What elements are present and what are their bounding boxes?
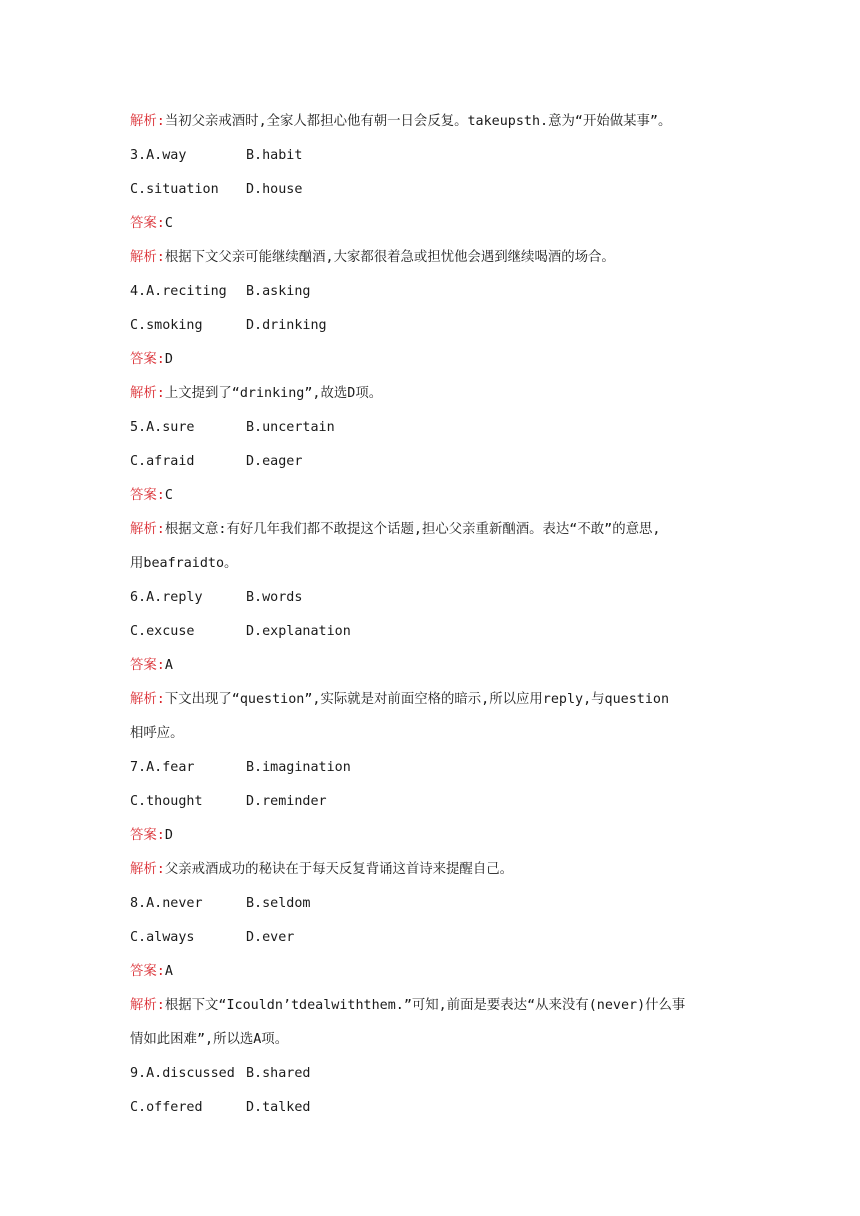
- analysis-line: [130, 690, 740, 724]
- document-page: [130, 112, 740, 1132]
- option-b: B.asking: [246, 284, 311, 299]
- option-row: [130, 452, 740, 486]
- answer-label: 答案:: [130, 658, 165, 673]
- analysis-text: 父亲戒酒成功的秘诀在于每天反复背诵这首诗来提醒自己。: [164, 862, 513, 877]
- analysis-label: 解析:: [130, 998, 165, 1013]
- answer-value: A: [164, 658, 173, 673]
- answer-line: [130, 826, 740, 860]
- option-row: [130, 792, 740, 826]
- analysis-text: 当初父亲戒酒时,全家人都担心他有朝一日会反复。takeupsth.意为“开始做某事”。: [164, 114, 672, 129]
- option-row: [130, 180, 740, 214]
- analysis-label: 解析:: [130, 862, 165, 877]
- answer-line: [130, 350, 740, 384]
- option-c: C.situation: [130, 182, 219, 197]
- answer-value: C: [164, 488, 173, 503]
- option-d: D.talked: [246, 1100, 311, 1115]
- analysis-line: [130, 520, 740, 554]
- analysis-text: 根据文意:有好几年我们都不敢提这个话题,担心父亲重新酗酒。表达“不敢”的意思,: [164, 522, 661, 537]
- option-c: C.smoking: [130, 318, 203, 333]
- option-a: 8.A.never: [130, 896, 203, 911]
- option-row: [130, 1098, 740, 1132]
- option-c: C.offered: [130, 1100, 203, 1115]
- option-row: [130, 622, 740, 656]
- option-a: 9.A.discussed: [130, 1066, 235, 1081]
- option-b: B.uncertain: [246, 420, 335, 435]
- answer-line: [130, 486, 740, 520]
- option-d: D.explanation: [246, 624, 351, 639]
- option-row: [130, 758, 740, 792]
- answer-value: D: [164, 828, 173, 843]
- analysis-label: 解析:: [130, 692, 165, 707]
- option-a: 3.A.way: [130, 148, 187, 163]
- analysis-text: 情如此困难”,所以选A项。: [130, 1032, 289, 1047]
- analysis-continuation: [130, 554, 740, 588]
- option-c: C.afraid: [130, 454, 195, 469]
- analysis-line: [130, 860, 740, 894]
- option-b: B.imagination: [246, 760, 351, 775]
- option-d: D.drinking: [246, 318, 327, 333]
- option-a: 4.A.reciting: [130, 284, 227, 299]
- option-row: [130, 316, 740, 350]
- option-d: D.house: [246, 182, 303, 197]
- option-row: [130, 1064, 740, 1098]
- option-d: D.reminder: [246, 794, 327, 809]
- option-a: 5.A.sure: [130, 420, 195, 435]
- analysis-label: 解析:: [130, 250, 165, 265]
- analysis-text: 下文出现了“question”,实际就是对前面空格的暗示,所以应用reply,与question: [164, 692, 670, 707]
- option-row: [130, 282, 740, 316]
- analysis-line: [130, 384, 740, 418]
- option-b: B.shared: [246, 1066, 311, 1081]
- analysis-line: [130, 112, 740, 146]
- answer-value: D: [164, 352, 173, 367]
- option-b: B.seldom: [246, 896, 311, 911]
- analysis-continuation: [130, 724, 740, 758]
- answer-label: 答案:: [130, 964, 165, 979]
- answer-value: C: [164, 216, 173, 231]
- analysis-text: 相呼应。: [130, 726, 184, 741]
- analysis-continuation: [130, 1030, 740, 1064]
- option-row: [130, 146, 740, 180]
- option-row: [130, 928, 740, 962]
- answer-line: [130, 214, 740, 248]
- option-c: C.thought: [130, 794, 203, 809]
- option-a: 6.A.reply: [130, 590, 203, 605]
- answer-label: 答案:: [130, 828, 165, 843]
- option-b: B.habit: [246, 148, 303, 163]
- answer-value: A: [164, 964, 173, 979]
- option-a: 7.A.fear: [130, 760, 195, 775]
- answer-label: 答案:: [130, 488, 165, 503]
- option-d: D.ever: [246, 930, 295, 945]
- analysis-line: [130, 996, 740, 1030]
- analysis-line: [130, 248, 740, 282]
- option-row: [130, 894, 740, 928]
- analysis-text: 上文提到了“drinking”,故选D项。: [164, 386, 383, 401]
- analysis-text: 根据下文“Icouldn’tdealwiththem.”可知,前面是要表达“从来没有(never)什么事: [164, 998, 686, 1013]
- option-row: [130, 588, 740, 622]
- option-row: [130, 418, 740, 452]
- option-b: B.words: [246, 590, 303, 605]
- analysis-text: 根据下文父亲可能继续酗酒,大家都很着急或担忧他会遇到继续喝酒的场合。: [164, 250, 615, 265]
- option-d: D.eager: [246, 454, 303, 469]
- option-c: C.always: [130, 930, 195, 945]
- analysis-text: 用beafraidto。: [130, 556, 238, 571]
- analysis-label: 解析:: [130, 386, 165, 401]
- answer-label: 答案:: [130, 216, 165, 231]
- option-c: C.excuse: [130, 624, 195, 639]
- analysis-label: 解析:: [130, 522, 165, 537]
- analysis-label: 解析:: [130, 114, 165, 129]
- answer-label: 答案:: [130, 352, 165, 367]
- answer-line: [130, 656, 740, 690]
- answer-line: [130, 962, 740, 996]
